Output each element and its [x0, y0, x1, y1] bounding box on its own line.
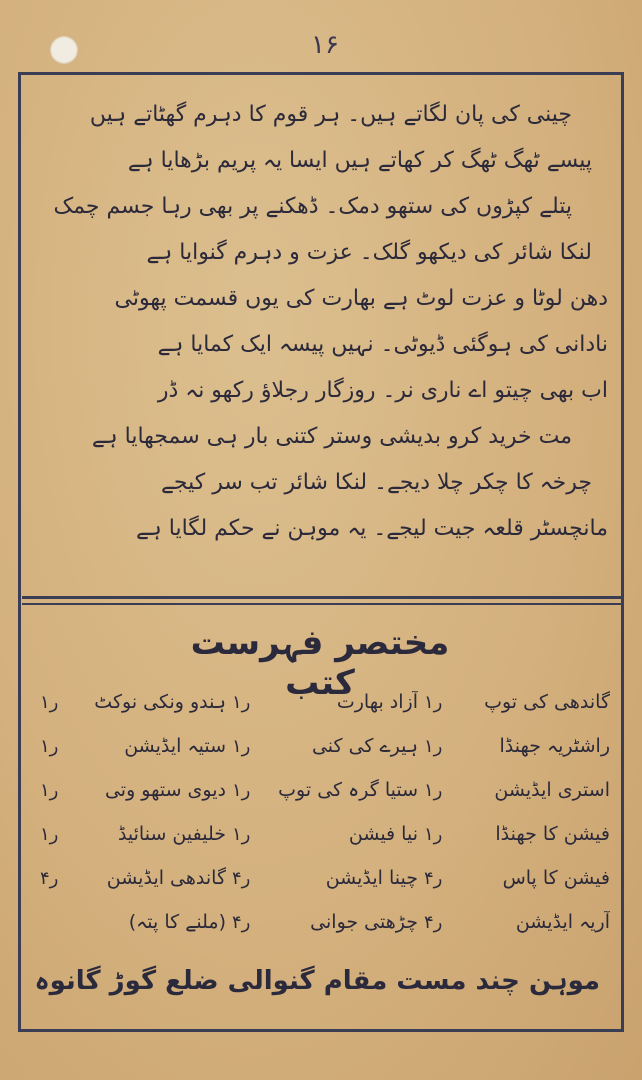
book-entry	[34, 867, 226, 889]
book-title: ستیا گرہ کی توپ	[278, 779, 418, 801]
book-title: ہیرے کی کنی	[311, 735, 418, 757]
book-title: ستیہ ایڈیشن	[124, 735, 226, 757]
poem	[34, 92, 608, 552]
book-price: ۱ر	[232, 823, 251, 845]
book-row	[34, 724, 610, 768]
book-entry	[226, 823, 418, 845]
book-list	[34, 680, 610, 944]
poem-line: نادانی کی ہوگئی ڈیوٹی۔ نہیں پیسہ ایک کمایا ہے	[157, 332, 608, 357]
book-price: ۴ر	[232, 911, 251, 933]
book-title: استری ایڈیشن	[494, 779, 610, 801]
book-entry	[418, 867, 610, 889]
book-entry	[418, 823, 610, 845]
book-price: ۱ر	[232, 735, 251, 757]
book-title: راشٹریہ جھنڈا	[499, 735, 610, 757]
book-price: ۴ر	[424, 911, 443, 933]
book-title: خلیفین سنائیڈ	[117, 823, 226, 845]
book-entry	[418, 735, 610, 757]
book-price: ۴ر	[232, 867, 251, 889]
book-price: ۱ر	[424, 823, 443, 845]
section-divider	[22, 603, 622, 605]
poem-line: مانچسٹر قلعہ جیت لیجے۔ یہ موہن نے حکم لگایا ہے	[136, 516, 608, 541]
book-title: گاندھی کی توپ	[484, 691, 610, 713]
poem-line: دھن لوٹا و عزت لوٹ ہے بھارت کی یوں قسمت پھوٹی	[114, 286, 608, 311]
book-price: ۱ر	[424, 779, 443, 801]
book-entry	[34, 691, 226, 713]
book-price: ۱ر	[40, 779, 59, 801]
book-entry	[418, 779, 610, 801]
book-entry	[226, 779, 418, 801]
book-title: ہندو ونکی نوکٹ	[94, 691, 226, 713]
book-price: ۱ر	[232, 691, 251, 713]
book-entry	[34, 735, 226, 757]
book-row	[34, 812, 610, 856]
book-entry	[226, 867, 418, 889]
book-price: ۴ر	[40, 867, 59, 889]
book-title: فیشن کا جھنڈا	[495, 823, 610, 845]
poem-line: مت خرید کرو بدیشی وستر کتنی بار ہی سمجھایا ہے	[91, 424, 572, 449]
book-list-title: مختصر فہرست کتب	[190, 623, 450, 703]
book-title: چینا ایڈیشن	[325, 867, 418, 889]
book-entry	[226, 691, 418, 713]
page-number: ۱۶	[311, 30, 339, 60]
book-row	[34, 768, 610, 812]
book-title: گاندھی ایڈیشن	[106, 867, 226, 889]
book-entry	[226, 735, 418, 757]
book-price: ۱ر	[40, 691, 59, 713]
book-row	[34, 856, 610, 900]
publisher-address: موہن چند مست مقام گنوالی ضلع گوڑ گانوہ	[34, 966, 600, 996]
book-title: آزاد بھارت	[336, 691, 418, 713]
book-entry	[418, 691, 610, 713]
book-title: آریہ ایڈیشن	[515, 911, 610, 933]
book-price: ۴ر	[424, 867, 443, 889]
book-row	[34, 680, 610, 724]
book-price: ۱ر	[40, 735, 59, 757]
poem-line: چرخہ کا چکر چلا دیجے۔ لنکا شائر تب سر کیجے	[161, 470, 592, 495]
book-entry	[34, 823, 226, 845]
book-title: چڑھتی جوانی	[310, 911, 418, 933]
poem-line: چینی کی پان لگاتے ہیں۔ ہر قوم کا دہرم گھٹاتے ہیں	[89, 102, 572, 127]
poem-line: پیسے ٹھگ ٹھگ کر کھاتے ہیں ایسا یہ پریم بڑھایا ہے	[127, 148, 592, 173]
book-title: فیشن کا پاس	[502, 867, 610, 889]
book-entry	[34, 911, 226, 933]
book-title: (ملنے کا پتہ)	[128, 911, 226, 933]
book-price: ۱ر	[424, 735, 443, 757]
book-entry	[226, 911, 418, 933]
section-divider	[22, 596, 622, 599]
book-row	[34, 900, 610, 944]
poem-line: لنکا شائر کی دیکھو گلک۔ عزت و دہرم گنوایا ہے	[146, 240, 592, 265]
book-title: نیا فیشن	[348, 823, 418, 845]
book-entry	[418, 911, 610, 933]
book-entry	[34, 779, 226, 801]
book-price: ۱ر	[40, 823, 59, 845]
poem-line: اب بھی چیتو اے ناری نر۔ روزگار رجلاؤ رکھو نہ ڈر	[157, 378, 608, 403]
book-title: دیوی ستھو وتی	[104, 779, 226, 801]
poem-line: پتلے کپڑوں کی ستھو دمک۔ ڈھکنے پر بھی رہا جسم چمک	[53, 194, 572, 219]
book-price: ۱ر	[424, 691, 443, 713]
book-price: ۱ر	[232, 779, 251, 801]
punch-hole	[50, 36, 78, 64]
